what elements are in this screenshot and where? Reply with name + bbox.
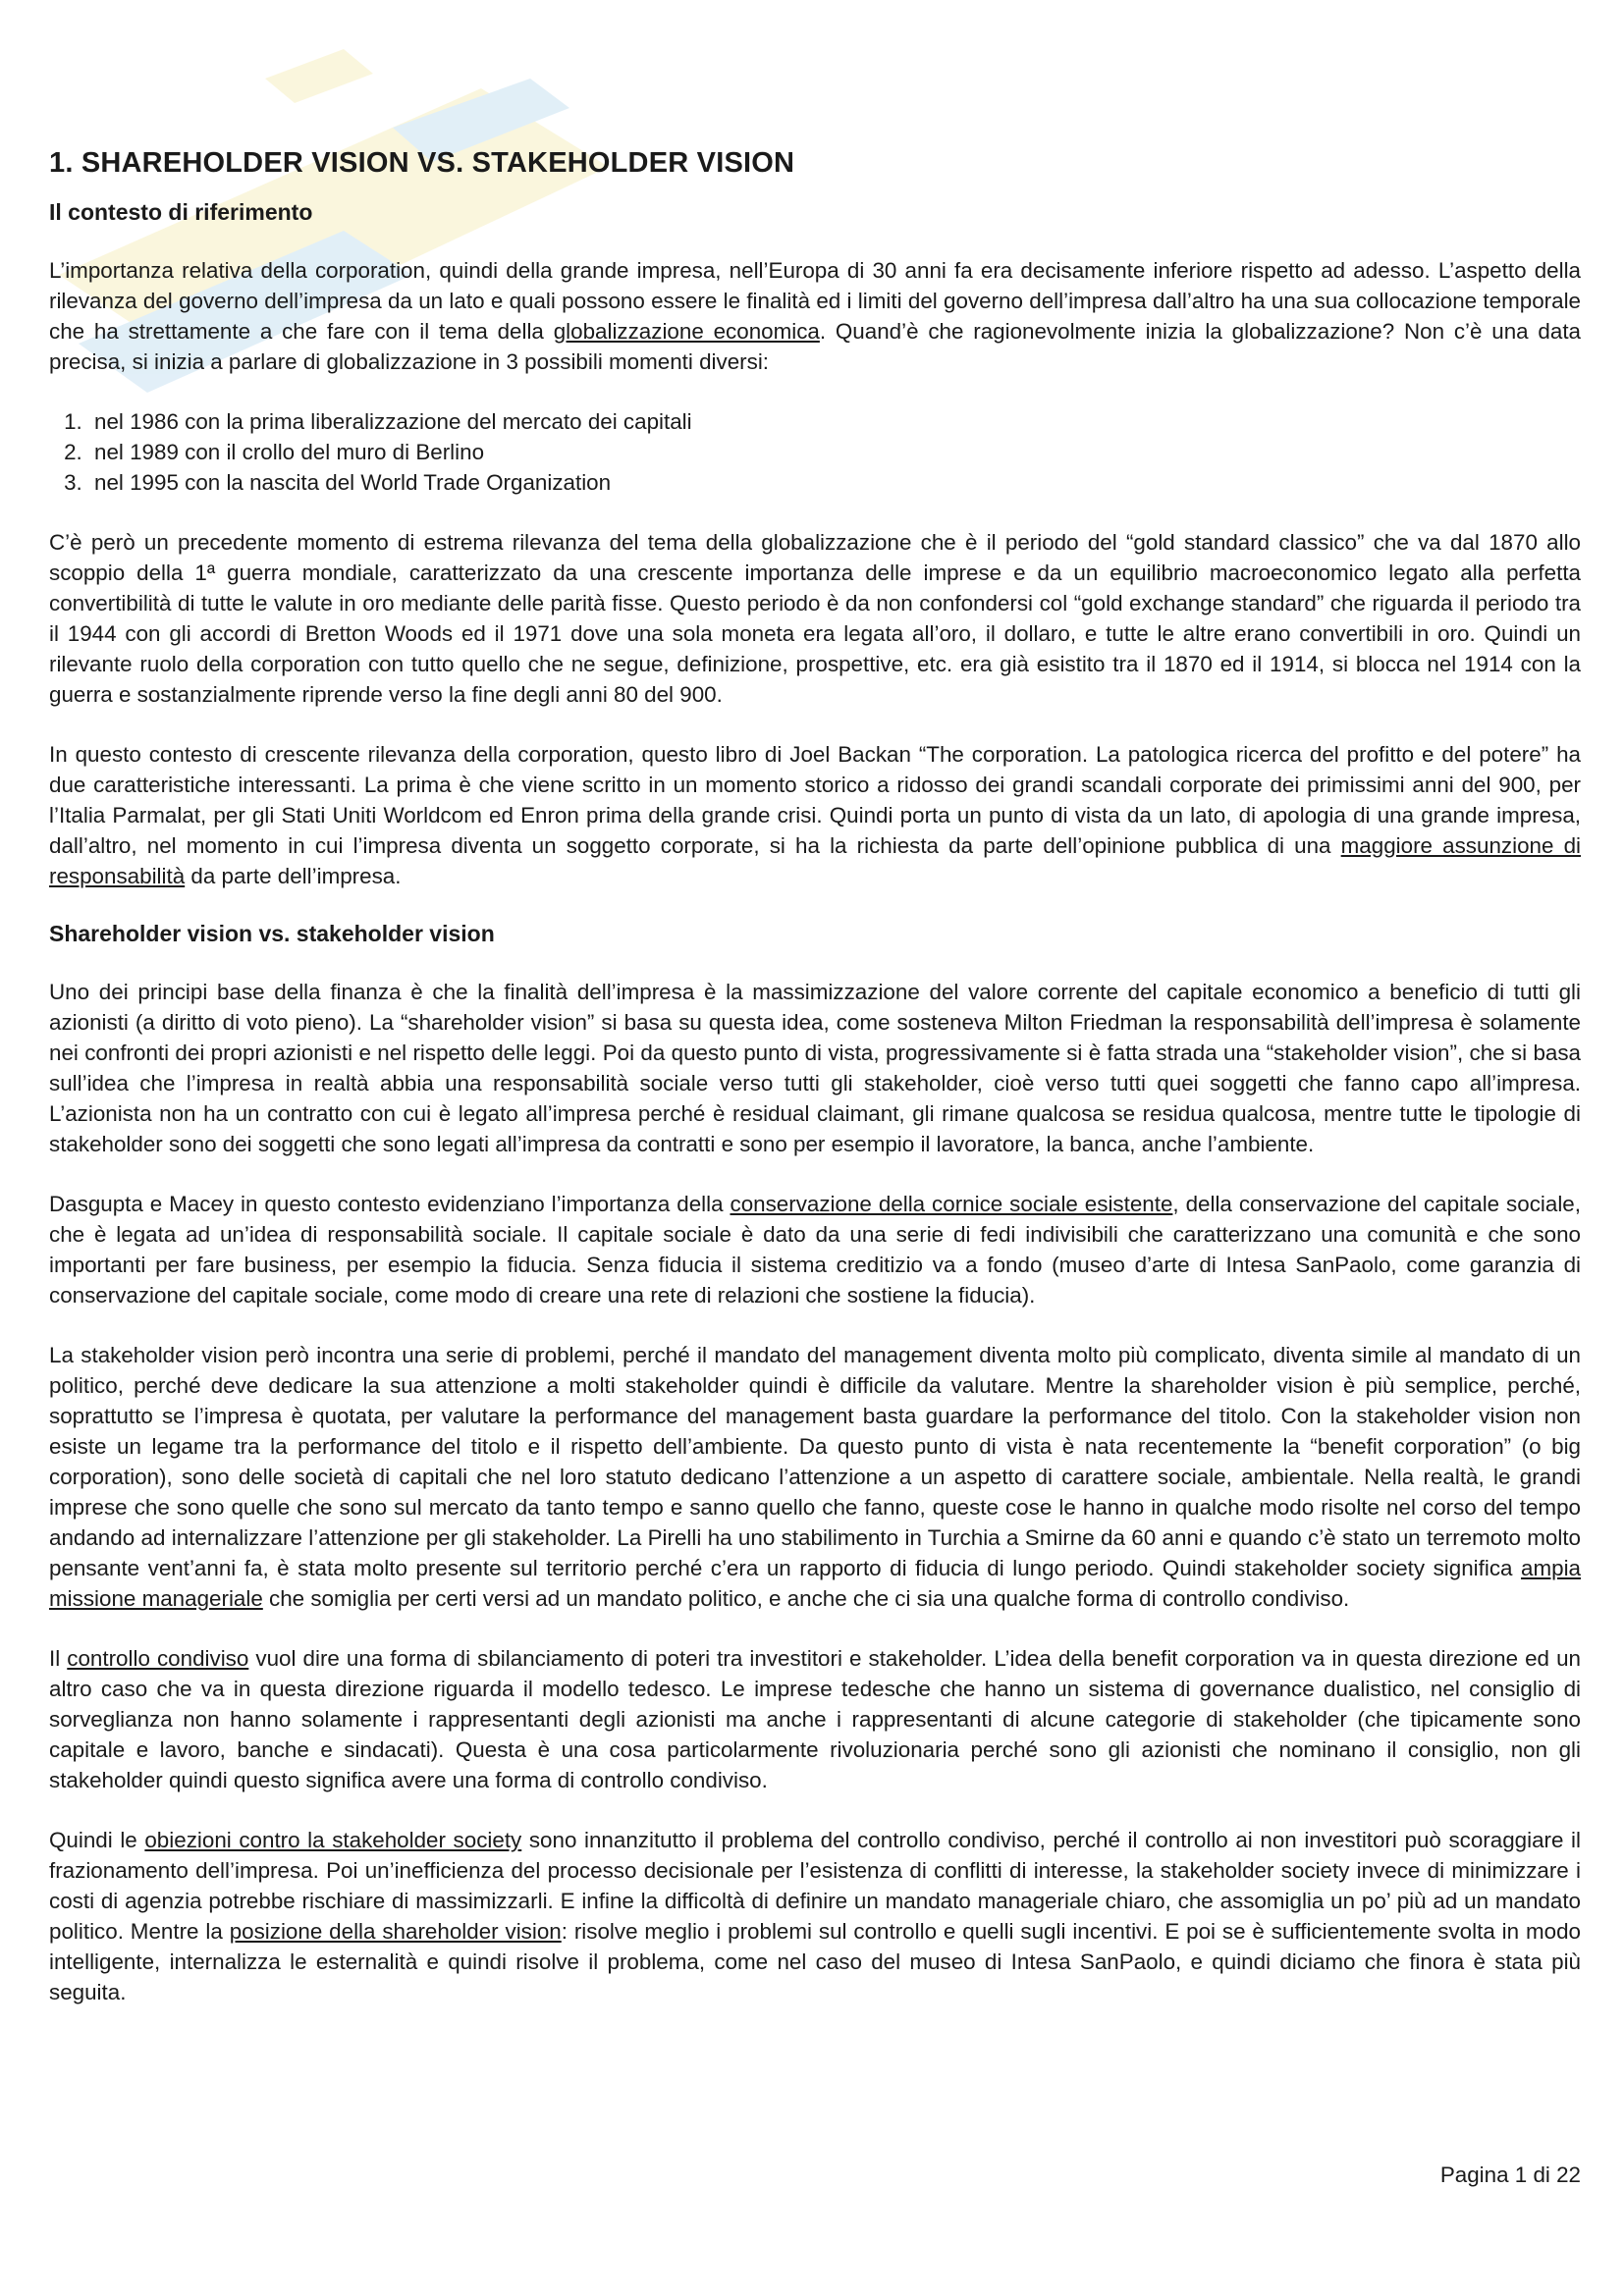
paragraph-text: L’importanza relativa della corporation, quindi della grande impresa, nell’Europa di 30 anni fa era decisamente inferiore rispetto ad adesso. L’aspetto della rilevanza del governo dell’impresa da un lato e quali possono essere le finalità ed i limiti del governo dell’impresa dall’altro ha una sua collocazione temporale che ha strettamente a che fare con il tema della: [49, 258, 1581, 344]
paragraph-text: da parte dell’impresa.: [185, 864, 402, 888]
paragraph-text: Quindi le: [49, 1828, 145, 1852]
paragraph-finance-principle: Uno dei principi base della finanza è che la finalità dell’impresa è la massimizzazione del valore corrente del capitale economico a beneficio di tutti gli azionisti (a diritto di voto pieno). La “shareholder vision” si basa su questa idea, come sosteneva Milton Friedman la responsabilità dell’impresa è solamente nei confronti dei propri azionisti e nel rispetto delle leggi. Poi da questo punto di vista, progressivamente si è fatta strada una “stakeholder vision”, che si basa sull’idea che l’impresa in realtà abbia una responsabilità sociale verso tutti gli stakeholder, cioè verso tutti quei soggetti che fanno capo all’impresa. L’azionista non ha un contratto con cui è legato all’impresa perché è residual claimant, gli rimane qualcosa se residua qualcosa, mentre tutte le tipologie di stakeholder sono dei soggetti che sono legati all’impresa da contratti e sono per esempio il lavoratore, la banca, anche l’ambiente.: [49, 980, 1581, 1156]
paragraph-text: Dasgupta e Macey in questo contesto evidenziano l’importanza della: [49, 1192, 731, 1216]
paragraph-dasgupta-macey: [49, 1189, 1581, 1310]
paragraph-context-intro: [49, 255, 1581, 377]
paragraph-text: Il: [49, 1646, 68, 1671]
paragraph-text: In questo contesto di crescente rilevanza della corporation, questo libro di Joel Backan “The corporation. La patologica ricerca del profitto e del potere” ha due caratteristiche interessanti. La prima è che viene scritto in un momento storico a ridosso dei grandi scandali corporate dei primissimi anni del 900, per l’Italia Parmalat, per gli Stati Uniti Worldcom ed Enron prima della grande crisi. Quindi porta un punto di vista da un lato, di apologia di una grande impresa, dall’altro, nel momento in cui l’impresa diventa un soggetto corporate, si ha la richiesta da parte dell’opinione pubblica di una: [49, 742, 1581, 858]
underlined-term-controllo-condiviso: controllo condiviso: [67, 1646, 249, 1671]
section-heading-vision: Shareholder vision vs. stakeholder vision: [49, 921, 495, 946]
paragraph-text: : risolve meglio i problemi sul controllo e quelli sugli incentivi. E poi se è sufficientemente svolta in modo intelligente, internalizza le esternalità e quindi risolve il problema, come nel caso del museo di Intesa SanPaolo, e quindi diciamo che finora è stata più seguita.: [49, 1919, 1581, 2004]
paragraph-text: che somiglia per certi versi ad un mandato politico, e anche che ci sia una qualche forma di controllo condiviso.: [262, 1586, 1350, 1611]
paragraph-text: La stakeholder vision però incontra una serie di problemi, perché il mandato del management diventa molto più complicato, diventa simile al mandato di un politico, perché deve dedicare la sua attenzione a molti stakeholder quindi è difficile da valutare. Mentre la shareholder vision è più semplice, perché, soprattutto se l’impresa è quotata, per valutare la performance del management basta guardare la performance del titolo. Con la stakeholder vision non esiste un legame tra la performance del titolo e il rispetto dell’ambiente. Da questo punto di vista è nata recentemente la “benefit corporation” (o big corporation), sono delle società di capitali che nel loro statuto dedicano l’attenzione a un aspetto di carattere sociale, ambientale. Nella realtà, le grandi imprese che sono quelle che sono sul mercato da tanto tempo e sanno quello che fanno, queste cose le hanno in qualche modo risolte nel corso del tempo andando ad internalizzare l’attenzione per gli stakeholder. La Pirelli ha uno stabilimento in Turchia a Smirne da 60 anni e quando c’è stato un terremoto molto pensante vent’anni fa, è stata molto presente sul territorio perché c’era un rapporto di fiducia di lungo periodo. Quindi stakeholder society significa: [49, 1343, 1581, 1580]
paragraph-text: sono innanzitutto il problema del controllo condiviso, perché il controllo ai non investitori può scoraggiare il frazionamento dell’impresa. Poi un’inefficienza del processo decisionale per l’esistenza di conflitti di interesse, la stakeholder society invece di minimizzare i costi di agenzia potrebbe rischiare di massimizzarli. E infine la difficoltà di definire un mandato manageriale chiaro, che assomiglia un po’ più ad un mandato politico. Mentre la: [49, 1828, 1581, 1944]
underlined-term-missione-manageriale: ampia missione manageriale: [49, 1556, 1581, 1611]
paragraph-stakeholder-problems: [49, 1340, 1581, 1614]
document-body: [49, 147, 1581, 2037]
underlined-term-obiezioni: obiezioni contro la stakeholder society: [144, 1828, 522, 1852]
paragraph-gold-standard: C’è però un precedente momento di estrema rilevanza del tema della globalizzazione che è il periodo del “gold standard classico” che va dal 1870 allo scoppio della 1ª guerra mondiale, caratterizzato da una crescente importanza delle imprese e da un equilibrio macroeconomico legato alla perfetta convertibilità di tutte le valute in oro mediante delle parità fisse. Questo periodo è da non confondersi col “gold exchange standard” che riguarda il periodo tra il 1944 con gli accordi di Bretton Woods ed il 1971 dove una sola moneta era legata all’oro, il dollaro, e tutte le altre erano convertibili in oro. Quindi un rilevante ruolo della corporation con tutto quello che ne segue, definizione, prospettive, etc. era già esistito tra il 1870 ed il 1914, si blocca nel 1914 con la guerra e sostanzialmente riprende verso la fine degli anni 80 del 900.: [49, 530, 1581, 707]
page-title: 1. SHAREHOLDER VISION VS. STAKEHOLDER VISION: [49, 147, 795, 179]
underlined-term-cornice-sociale: conservazione della cornice sociale esistente: [730, 1192, 1173, 1216]
paragraph-obiezioni: [49, 1825, 1581, 2007]
page-number: Pagina 1 di 22: [1439, 2163, 1581, 2187]
underlined-term-shareholder-position: posizione della shareholder vision: [229, 1919, 562, 1944]
paragraph-text: vuol dire una forma di sbilanciamento di poteri tra investitori e stakeholder. L’idea della benefit corporation va in questa direzione ed un altro caso che va in questa direzione riguarda il modello tedesco. Le imprese tedesche che hanno un sistema di governance dualistico, nel consiglio di sorveglianza non hanno solamente i rappresentanti degli azionisti ma anche i rappresentanti di alcune categorie di stakeholder (che tipicamente sono capitale e lavoro, banche e sindacati). Questa è una cosa particolarmente rivoluzionaria perché sono gli azionisti che nominano il consiglio, non gli stakeholder quindi questo significa avere una forma di controllo condiviso.: [49, 1646, 1581, 1792]
list-item: 1. nel 1986 con la prima liberalizzazione del mercato dei capitali: [88, 406, 1581, 437]
section-heading-context: Il contesto di riferimento: [49, 199, 313, 225]
list-item: 3. nel 1995 con la nascita del World Trade Organization: [88, 467, 1581, 498]
paragraph-text: . Quand’è che ragionevolmente inizia la globalizzazione? Non c’è una data precisa, si inizia a parlare di globalizzazione in 3 possibili momenti diversi:: [49, 319, 1581, 374]
underlined-term-globalizzazione: globalizzazione economica: [553, 319, 820, 344]
paragraph-corporation-book: [49, 739, 1581, 891]
paragraph-controllo-condiviso: [49, 1643, 1581, 1795]
watermark-small-shape: [265, 49, 373, 103]
globalization-dates-list: [49, 406, 1581, 498]
paragraph-text: , della conservazione del capitale sociale, che è legata ad un’idea di responsabilità sociale. Il capitale sociale è dato da una serie di fedi indivisibili che caratterizzano una comunità e che sono importanti per fare business, per esempio la fiducia. Senza fiducia il sistema creditizio va a fondo (museo d’arte di Intesa SanPaolo, come garanzia di conservazione del capitale sociale, come modo di creare una rete di relazioni che sostiene la fiducia).: [49, 1192, 1581, 1308]
underlined-term-responsabilita: maggiore assunzione di responsabilità: [49, 833, 1581, 888]
list-item: 2. nel 1989 con il crollo del muro di Berlino: [88, 437, 1581, 467]
